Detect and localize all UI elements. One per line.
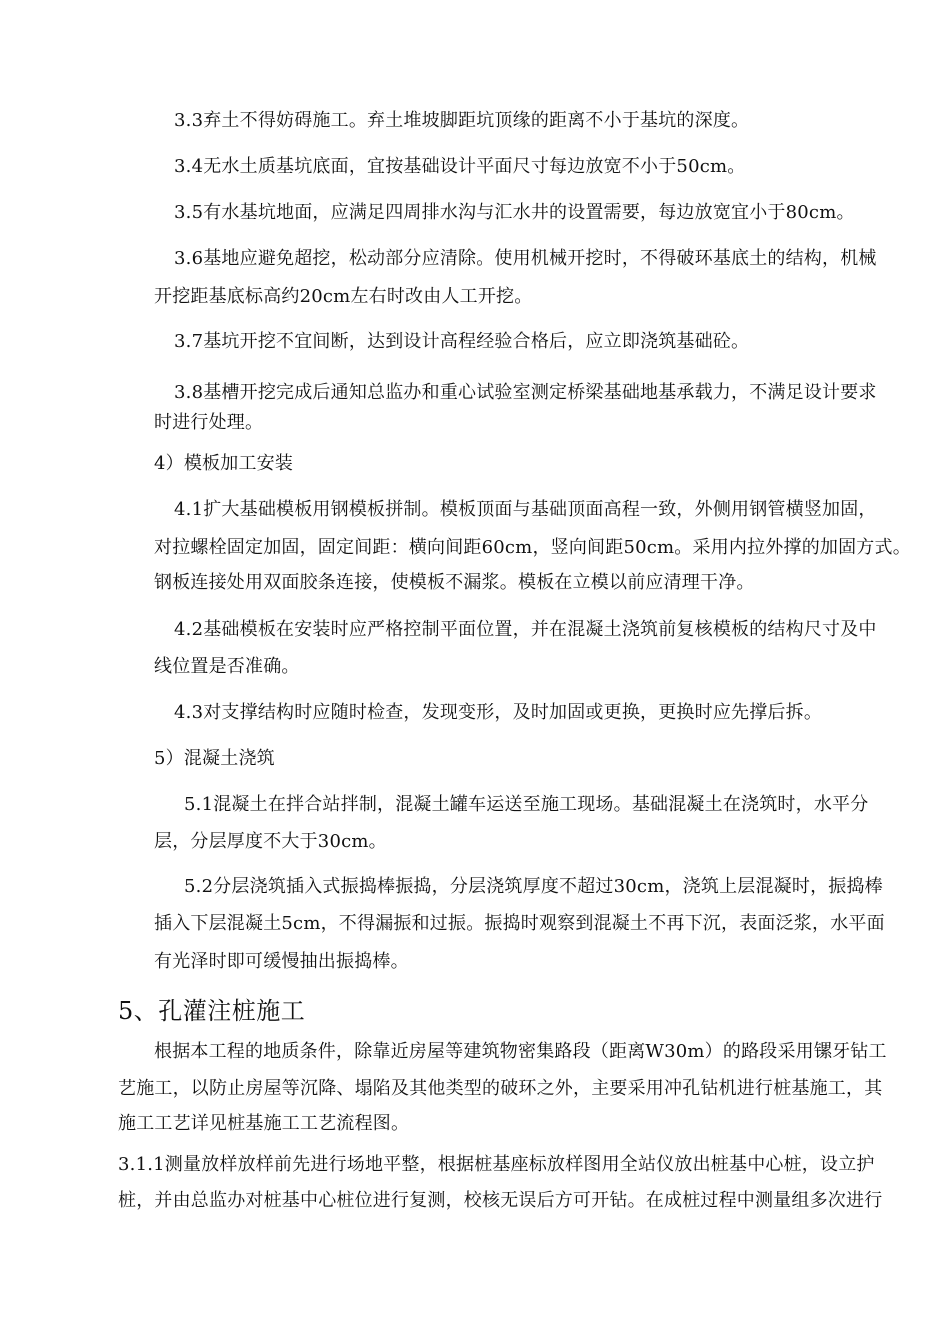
paragraph-3-8-line-1: 3.8基槽开挖完成后通知总监办和重心试验室测定桥梁基础地基承载力，不满足设计要求 (174, 382, 877, 403)
paragraph-4-2-line-1: 4.2基础模板在安装时应严格控制平面位置，并在混凝土浇筑前复核模板的结构尺寸及中 (174, 619, 877, 640)
intro-paragraph-line-2: 艺施工，以防止房屋等沉降、塌陷及其他类型的破环之外，主要采用冲孔钻机进行桩基施工，其 (118, 1078, 883, 1099)
paragraph-4-1-line-1: 4.1扩大基础模板用钢模板拼制。模板顶面与基础顶面高程一致，外侧用钢管横竖加固， (174, 499, 877, 520)
intro-paragraph-line-3: 施工工艺详见桩基施工工艺流程图。 (118, 1113, 410, 1134)
paragraph-5-2-line-3: 有光泽时即可缓慢抽出振捣棒。 (154, 951, 409, 972)
paragraph-4-3-line-1: 4.3对支撑结构时应随时检查，发现变形，及时加固或更换，更换时应先撑后拆。 (174, 702, 823, 723)
paragraph-5-1-line-2: 层，分层厚度不大于30cm。 (154, 831, 387, 852)
paragraph-5-1-line-1: 5.1混凝土在拌合站拌制，混凝土罐车运送至施工现场。基础混凝土在浇筑时，水平分 (184, 794, 869, 815)
paragraph-3-8-line-2: 时进行处理。 (154, 412, 264, 433)
paragraph-3-3-line-1: 3.3弃土不得妨碍施工。弃土堆坡脚距坑顶缘的距离不小于基坑的深度。 (174, 110, 750, 131)
paragraph-3-6-line-1: 3.6基地应避免超挖，松动部分应清除。使用机械开挖时，不得破环基底土的结构，机械 (174, 248, 877, 269)
paragraph-3-5-line-1: 3.5有水基坑地面，应满足四周排水沟与汇水井的设置需要，每边放宽宜小于80cm。 (174, 202, 855, 223)
paragraph-5-2-line-2: 插入下层混凝土5cm，不得漏振和过振。振捣时观察到混凝土不再下沉，表面泛浆，水平面 (154, 913, 885, 934)
paragraph-4-2-line-2: 线位置是否准确。 (154, 656, 300, 677)
paragraph-3-4-line-1: 3.4无水土质基坑底面，宜按基础设计平面尺寸每边放宽不小于50cm。 (174, 156, 746, 177)
paragraph-3-1-1-line-1: 3.1.1测量放样放样前先进行场地平整，根据桩基座标放样图用全站仪放出桩基中心桩，设立护 (118, 1154, 875, 1175)
subsection-4-heading: 4）模板加工安装 (154, 453, 294, 474)
section-heading: 5、孔灌注桩施工 (118, 997, 306, 1025)
paragraph-4-1-line-2: 对拉螺栓固定加固，固定间距：横向间距60cm，竖向间距50cm。采用内拉外撑的加固方式。 (154, 537, 911, 558)
paragraph-3-1-1-line-2: 桩，并由总监办对桩基中心桩位进行复测，校核无误后方可开钻。在成桩过程中测量组多次进行 (118, 1190, 883, 1211)
paragraph-3-6-line-2: 开挖距基底标高约20cm左右时改由人工开挖。 (154, 286, 533, 307)
paragraph-5-2-line-1: 5.2分层浇筑插入式振捣棒振捣，分层浇筑厚度不超过30cm，浇筑上层混凝时，振捣棒 (184, 876, 883, 897)
subsection-5-heading: 5）混凝土浇筑 (154, 748, 275, 769)
paragraph-4-1-line-3: 钢板连接处用双面胶条连接，使模板不漏浆。模板在立模以前应清理干净。 (154, 572, 755, 593)
intro-paragraph-line-1: 根据本工程的地质条件，除靠近房屋等建筑物密集路段（距离W30m）的路段采用镙牙钻工 (154, 1041, 887, 1062)
paragraph-3-7-line-1: 3.7基坑开挖不宜间断，达到设计高程经验合格后，应立即浇筑基础砼。 (174, 331, 750, 352)
